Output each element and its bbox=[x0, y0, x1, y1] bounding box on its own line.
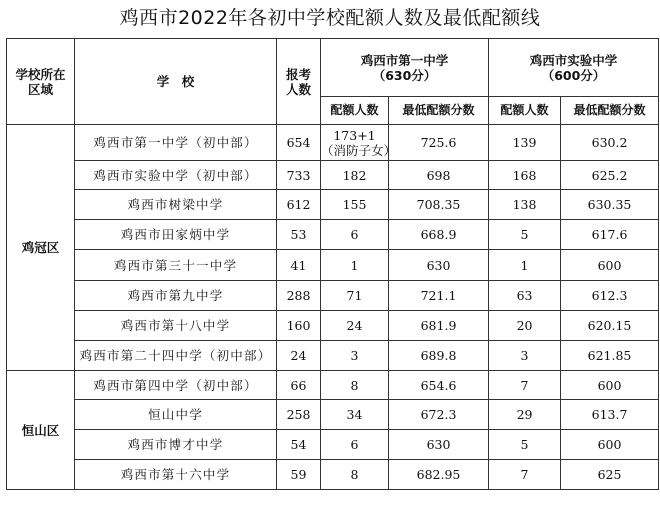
min-score-2-cell: 625 bbox=[561, 460, 659, 490]
min-score-1-cell: 682.95 bbox=[389, 460, 489, 490]
quota-2-cell: 168 bbox=[489, 161, 561, 190]
school-name-cell: 鸡西市第二十四中学（初中部） bbox=[75, 341, 277, 371]
table-row bbox=[7, 460, 659, 490]
quota-2-cell: 5 bbox=[489, 430, 561, 460]
table-row bbox=[7, 161, 659, 190]
min-score-1-cell: 681.9 bbox=[389, 311, 489, 341]
min-score-1-cell: 708.35 bbox=[389, 190, 489, 220]
school-name-cell: 鸡西市博才中学 bbox=[75, 430, 277, 460]
header-applicants: 报考人数 bbox=[277, 39, 321, 125]
applicants-cell: 258 bbox=[277, 400, 321, 430]
header-min-score-1: 最低配额分数 bbox=[389, 97, 489, 125]
table-row bbox=[7, 430, 659, 460]
header-group-no1-middle-school: 鸡西市第一中学 （630分） bbox=[321, 39, 489, 97]
table-row bbox=[7, 341, 659, 371]
min-score-2-cell: 612.3 bbox=[561, 281, 659, 311]
table-row bbox=[7, 311, 659, 341]
min-score-1-cell: 630 bbox=[389, 250, 489, 281]
quota-table bbox=[6, 38, 659, 490]
district-cell: 鸡冠区 bbox=[7, 125, 75, 371]
quota-2-cell: 63 bbox=[489, 281, 561, 311]
quota-1-cell bbox=[321, 125, 397, 161]
header-group-experimental-middle-school: 鸡西市实验中学 （600分） bbox=[489, 39, 659, 97]
min-score-2-cell: 613.7 bbox=[561, 400, 659, 430]
quota-2-cell: 5 bbox=[489, 220, 561, 250]
quota-2-cell: 20 bbox=[489, 311, 561, 341]
quota-1-value: 173+1 bbox=[333, 127, 376, 143]
applicants-cell: 54 bbox=[277, 430, 321, 460]
quota-1-cell: 8 bbox=[321, 371, 389, 400]
table-body bbox=[7, 125, 659, 490]
min-score-1-cell: 668.9 bbox=[389, 220, 489, 250]
quota-2-cell: 7 bbox=[489, 460, 561, 490]
applicants-cell: 288 bbox=[277, 281, 321, 311]
min-score-1-cell: 721.1 bbox=[389, 281, 489, 311]
min-score-2-cell: 630.35 bbox=[561, 190, 659, 220]
applicants-cell: 66 bbox=[277, 371, 321, 400]
min-score-2-cell: 630.2 bbox=[561, 125, 659, 161]
applicants-cell: 654 bbox=[277, 125, 321, 161]
quota-2-cell: 138 bbox=[489, 190, 561, 220]
quota-1-cell: 155 bbox=[321, 190, 389, 220]
applicants-cell: 733 bbox=[277, 161, 321, 190]
school-name-cell: 鸡西市第四中学（初中部） bbox=[75, 371, 277, 400]
school-name-cell: 鸡西市第九中学 bbox=[75, 281, 277, 311]
quota-1-cell: 71 bbox=[321, 281, 389, 311]
quota-2-cell: 7 bbox=[489, 371, 561, 400]
quota-1-cell: 8 bbox=[321, 460, 389, 490]
school-name-cell: 鸡西市第三十一中学 bbox=[75, 250, 277, 281]
table-row bbox=[7, 281, 659, 311]
min-score-1-cell: 654.6 bbox=[389, 371, 489, 400]
school-name-cell: 鸡西市实验中学（初中部） bbox=[75, 161, 277, 190]
quota-1-cell: 6 bbox=[321, 430, 389, 460]
min-score-1-cell: 672.3 bbox=[389, 400, 489, 430]
quota-1-cell: 3 bbox=[321, 341, 389, 371]
table-header bbox=[7, 39, 659, 125]
quota-1-cell: 182 bbox=[321, 161, 389, 190]
applicants-cell: 160 bbox=[277, 311, 321, 341]
applicants-cell: 24 bbox=[277, 341, 321, 371]
quota-1-cell: 34 bbox=[321, 400, 389, 430]
school-name-cell: 鸡西市第十六中学 bbox=[75, 460, 277, 490]
min-score-1-cell: 689.8 bbox=[389, 341, 489, 371]
header-quota-1: 配额人数 bbox=[321, 97, 389, 125]
min-score-1-cell: 725.6 bbox=[389, 125, 489, 161]
header-min-score-2: 最低配额分数 bbox=[561, 97, 659, 125]
applicants-cell: 53 bbox=[277, 220, 321, 250]
table-row bbox=[7, 250, 659, 281]
min-score-2-cell: 625.2 bbox=[561, 161, 659, 190]
table-row bbox=[7, 371, 659, 400]
school-name-cell: 鸡西市田家炳中学 bbox=[75, 220, 277, 250]
header-school: 学 校 bbox=[75, 39, 277, 125]
applicants-cell: 41 bbox=[277, 250, 321, 281]
min-score-2-cell: 621.85 bbox=[561, 341, 659, 371]
school-name-cell: 恒山中学 bbox=[75, 400, 277, 430]
min-score-1-cell: 630 bbox=[389, 430, 489, 460]
page-title: 鸡西市2022年各初中学校配额人数及最低配额线 bbox=[119, 7, 541, 29]
min-score-2-cell: 620.15 bbox=[561, 311, 659, 341]
table-row bbox=[7, 220, 659, 250]
school-name-cell: 鸡西市树梁中学 bbox=[75, 190, 277, 220]
quota-2-cell: 139 bbox=[489, 125, 561, 161]
table-row bbox=[7, 400, 659, 430]
applicants-cell: 59 bbox=[277, 460, 321, 490]
min-score-2-cell: 600 bbox=[561, 430, 659, 460]
district-cell: 恒山区 bbox=[7, 371, 75, 490]
header-quota-2: 配额人数 bbox=[489, 97, 561, 125]
quota-1-cell: 6 bbox=[321, 220, 389, 250]
quota-2-cell: 29 bbox=[489, 400, 561, 430]
min-score-2-cell: 600 bbox=[561, 371, 659, 400]
applicants-cell: 612 bbox=[277, 190, 321, 220]
min-score-2-cell: 617.6 bbox=[561, 220, 659, 250]
quota-2-cell: 3 bbox=[489, 341, 561, 371]
school-name-cell: 鸡西市第一中学（初中部） bbox=[75, 125, 277, 161]
min-score-2-cell: 600 bbox=[561, 250, 659, 281]
table-row bbox=[7, 190, 659, 220]
quota-2-cell: 1 bbox=[489, 250, 561, 281]
table-row bbox=[7, 125, 659, 161]
quota-1-cell: 1 bbox=[321, 250, 389, 281]
school-name-cell: 鸡西市第十八中学 bbox=[75, 311, 277, 341]
quota-1-cell: 24 bbox=[321, 311, 389, 341]
min-score-1-cell: 698 bbox=[389, 161, 489, 190]
quota-1-note: （消防子女） bbox=[321, 142, 397, 158]
header-district: 学校所在区域 bbox=[7, 39, 75, 125]
